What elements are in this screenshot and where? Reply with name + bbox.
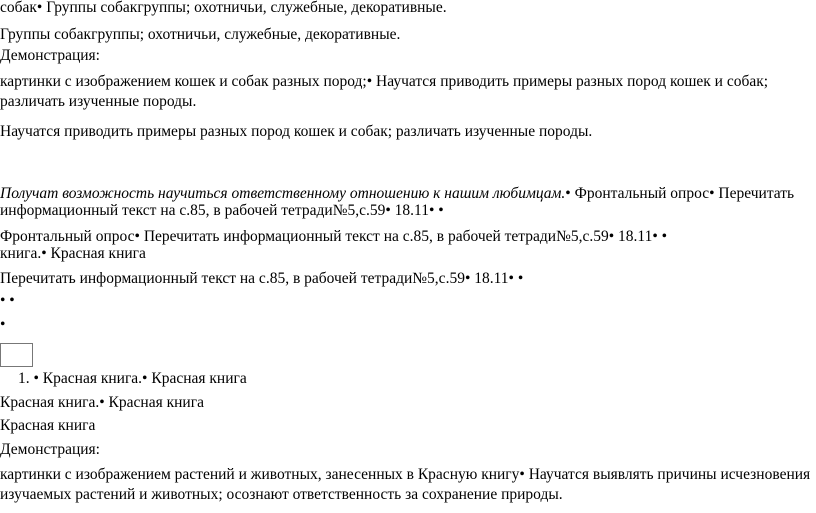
text-line-10: книга.• Красная книга: [0, 245, 146, 262]
text-line-11: Перечитать информационный текст на с.85, в рабочей тетради№5,с.59• 18.11• •: [0, 270, 524, 287]
text-line-2: Группы собакгруппы; охотничьи, служебные, декоративные.: [0, 26, 401, 43]
empty-box: [0, 343, 33, 367]
text-line-8: информационный текст на с.85, в рабочей тетради№5,с.59• 18.11• •: [0, 202, 444, 219]
text-line-3: Демонстрация:: [0, 47, 100, 64]
italic-phrase: Получат возможность научиться ответственному отношению к нашим любимцам.: [0, 185, 566, 202]
text-line-12: • •: [0, 292, 15, 309]
text-line-4: картинки с изображением кошек и собак разных пород;• Научатся приводить примеры разных пород кошек и собак;: [0, 73, 769, 90]
text-line-9: Фронтальный опрос• Перечитать информационный текст на с.85, в рабочей тетради№5,с.59• 18.11• •: [0, 228, 668, 245]
text-line-7-rest: • Фронтальный опрос• Перечитать: [565, 185, 795, 202]
text-line-6: Научатся приводить примеры разных пород кошек и собак; различать изученные породы.: [0, 123, 593, 140]
text-line-19: изучаемых растений и животных; осознают ответственность за сохранение природы.: [0, 486, 563, 503]
text-line-18: картинки с изображением растений и животных, занесенных в Красную книгу• Научатся выявлять причины исчезновения: [0, 466, 811, 483]
numbered-list-item: 1. • Красная книга.• Красная книга: [18, 370, 247, 387]
text-line-5: различать изученные породы.: [0, 93, 197, 110]
text-line-13: •: [0, 316, 6, 333]
text-line-15: Красная книга.• Красная книга: [0, 394, 204, 411]
text-line-16: Красная книга: [0, 417, 96, 434]
text-line-17: Демонстрация:: [0, 441, 100, 458]
text-line-1: собак• Группы собакгруппы; охотничьи, служебные, декоративные.: [0, 0, 447, 16]
